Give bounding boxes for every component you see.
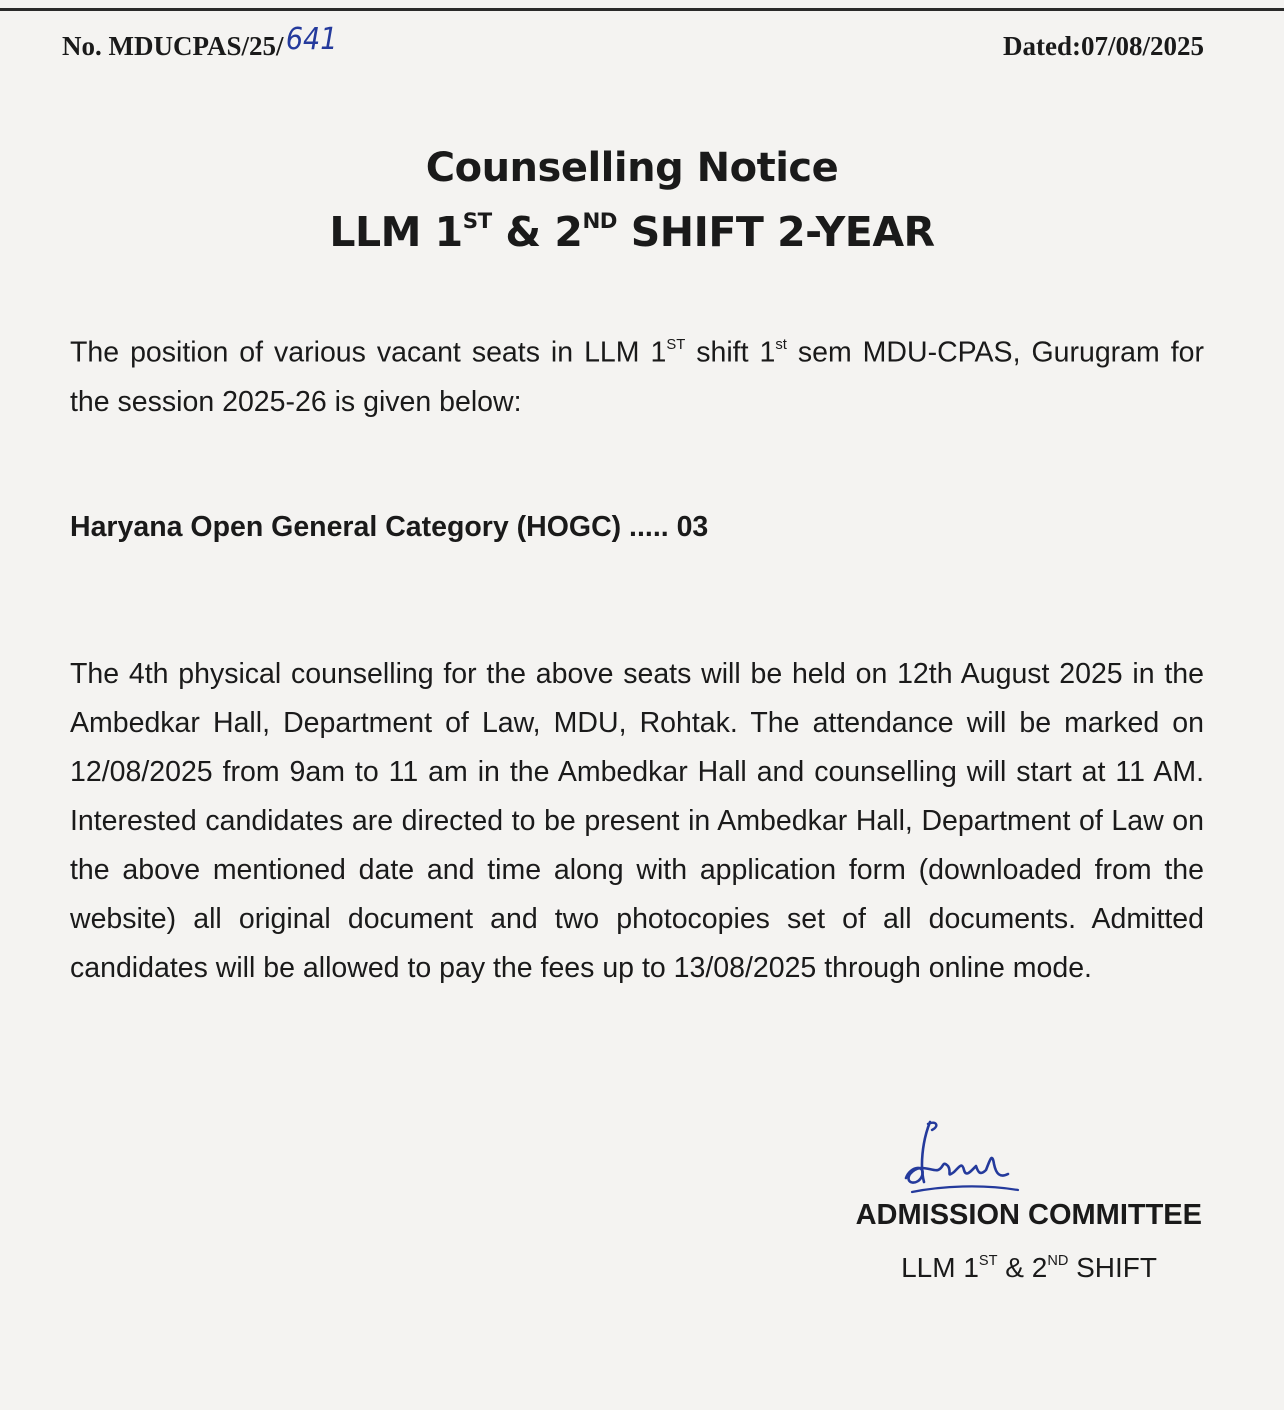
- subtitle-part: SHIFT 2-YEAR: [616, 208, 935, 256]
- issue-date: Dated:07/08/2025: [1003, 31, 1204, 61]
- intro-text: shift 1: [685, 336, 776, 369]
- notice-title: Counselling Notice: [425, 145, 839, 191]
- top-border-rule: [0, 8, 1284, 11]
- signatory-subtitle-part: LLM 1: [901, 1252, 979, 1283]
- subtitle-superscript: ST: [462, 209, 492, 235]
- seat-category-line: Haryana Open General Category (HOGC) ..... 03: [70, 511, 709, 543]
- handwritten-signature: [892, 1112, 1032, 1202]
- intro-superscript: ST: [666, 336, 686, 353]
- notice-subtitle: [0, 208, 1264, 256]
- intro-superscript: st: [775, 336, 787, 353]
- signatory-subtitle-part: & 2: [997, 1252, 1048, 1283]
- signatory-title: ADMISSION COMMITTEE: [855, 1199, 1202, 1231]
- subtitle-superscript: ND: [582, 209, 617, 235]
- intro-paragraph: [70, 323, 1204, 427]
- counselling-details-paragraph: The 4th physical counselling for the above seats will be held on 12th August 2025 in the Ambedkar Hall, Department of Law, MDU, Rohtak. The attendance will be marked on 12/08/2025 from 9am to 11 am in the Ambedkar Hall and counselling will start at 11 AM. Interested candidates are directed to be present in Ambedkar Hall, Department of Law on the above mentioned date and time along with application form (downloaded from the website) all original document and two photocopies set of all documents. Admitted candidates will be allowed to pay the fees up to 13/08/2025 through online mode.: [70, 658, 1204, 984]
- subtitle-part: & 2: [491, 208, 583, 256]
- signatory-subtitle-part: SHIFT: [1068, 1252, 1157, 1283]
- signatory-subtitle: [901, 1252, 1157, 1284]
- subtitle-part: LLM 1: [329, 208, 463, 256]
- intro-text: sem MDU-CPAS, Gurugram for the session 2025-26 is given below:: [70, 336, 1204, 418]
- signatory-superscript: ND: [1047, 1252, 1069, 1269]
- reference-number-handwritten: 641: [286, 22, 338, 57]
- reference-number: [62, 22, 341, 63]
- intro-text: The position of various vacant seats in LLM 1: [70, 336, 667, 369]
- reference-number-printed: No. MDUCPAS/25/: [62, 31, 284, 61]
- signatory-superscript: ST: [978, 1252, 998, 1269]
